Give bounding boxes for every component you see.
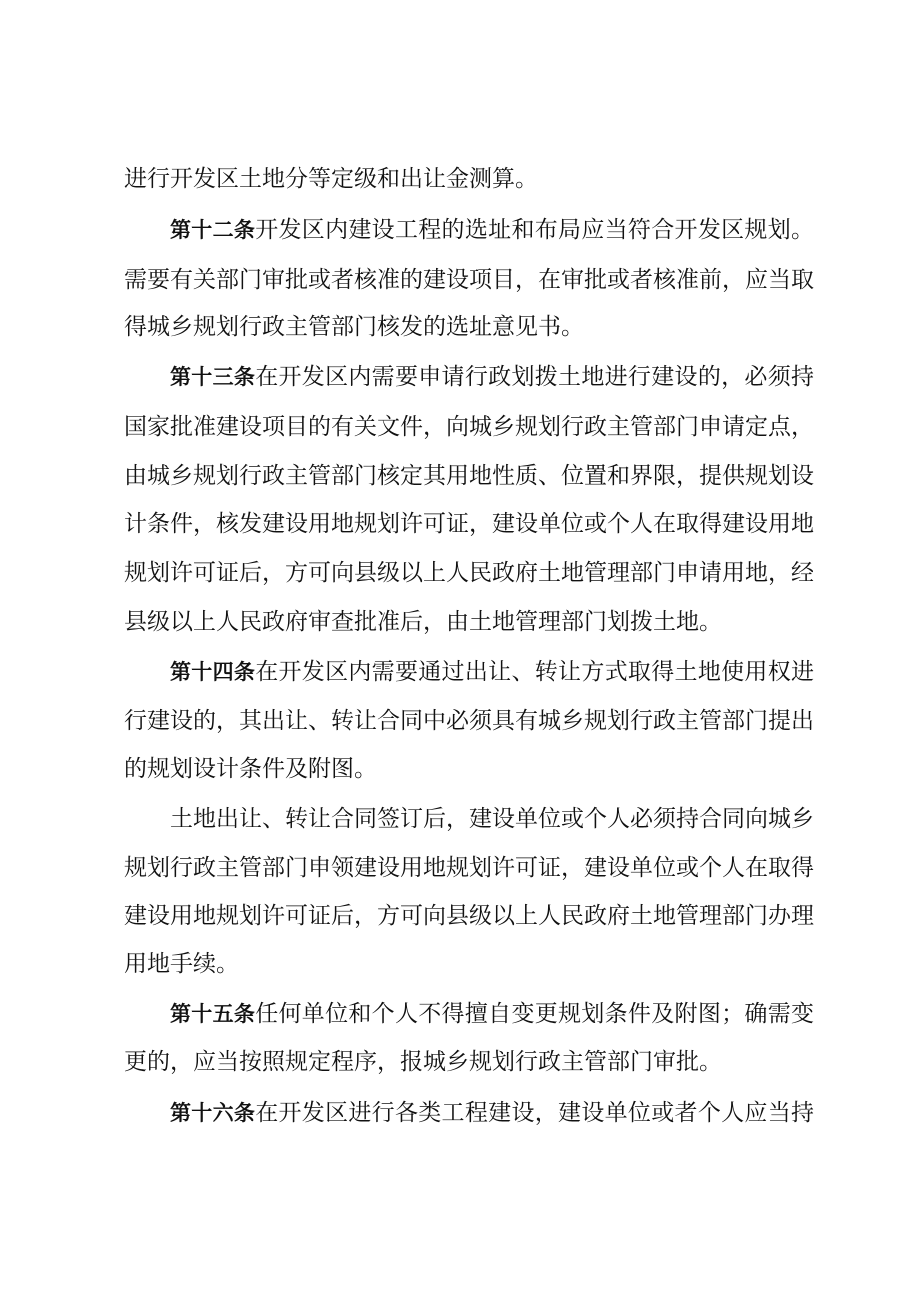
paragraph-text: 规划许可证后，方可向县级以上人民政府土地管理部门申请用地，经 (124, 560, 814, 586)
text-line (124, 157, 814, 201)
article-number: 第十六条 (170, 1101, 256, 1125)
text-line (124, 405, 814, 449)
text-line (124, 1040, 814, 1084)
text-line (124, 894, 814, 938)
paragraph-text: 土地出让、转让合同签订后，建设单位或个人必须持合同向城乡 (170, 806, 814, 832)
text-line (124, 305, 814, 349)
text-line (170, 650, 814, 694)
paragraph-text: 县级以上人民政府审查批准后，由土地管理部门划拨土地。 (124, 609, 722, 635)
paragraph-text: 在开发区内需要通过出让、转让方式取得土地使用权进 (255, 659, 814, 685)
paragraph-text: 由城乡规划行政主管部门核定其用地性质、位置和界限，提供规划设 (124, 463, 814, 489)
paragraph-text: 计条件，核发建设用地规划许可证，建设单位或个人在取得建设用地 (124, 511, 814, 537)
paragraph-text: 任何单位和个人不得擅自变更规划条件及附图；确需变 (255, 1001, 814, 1027)
text-line (124, 942, 814, 986)
article-number: 第十五条 (170, 1002, 256, 1026)
article-number: 第十二条 (170, 218, 256, 242)
paragraph-text: 更的，应当按照规定程序，报城乡规划行政主管部门审批。 (124, 1049, 722, 1075)
text-line (124, 551, 814, 595)
text-line (170, 355, 814, 399)
text-line (124, 258, 814, 302)
paragraph-text: 规划行政主管部门申领建设用地规划许可证，建设单位或个人在取得 (124, 855, 814, 881)
text-line (124, 747, 814, 791)
article-number: 第十四条 (170, 660, 256, 684)
paragraph-text: 的规划设计条件及附图。 (124, 756, 377, 782)
paragraph-text: 国家批准建设项目的有关文件，向城乡规划行政主管部门申请定点， (124, 414, 814, 440)
paragraph-text: 进行开发区土地分等定级和出让金测算。 (124, 166, 538, 192)
paragraph-text: 得城乡规划行政主管部门核发的选址意见书。 (124, 314, 584, 340)
text-line (170, 208, 814, 252)
text-line (170, 1091, 814, 1135)
text-line (124, 699, 814, 743)
paragraph-text: 在开发区内需要申请行政划拨土地进行建设的，必须持 (255, 364, 814, 390)
text-line (124, 502, 814, 546)
paragraph-text: 用地手续。 (124, 951, 239, 977)
text-line (170, 797, 814, 841)
paragraph-text: 行建设的，其出让、转让合同中必须具有城乡规划行政主管部门提出 (124, 708, 814, 734)
text-line (124, 846, 814, 890)
article-number: 第十三条 (170, 365, 256, 389)
paragraph-text: 开发区内建设工程的选址和布局应当符合开发区规划。 (255, 217, 814, 243)
paragraph-text: 建设用地规划许可证后，方可向县级以上人民政府土地管理部门办理 (124, 903, 814, 929)
text-line (124, 600, 814, 644)
paragraph-text: 需要有关部门审批或者核准的建设项目，在审批或者核准前，应当取 (124, 267, 814, 293)
text-line (124, 454, 814, 498)
text-line (170, 992, 814, 1036)
paragraph-text: 在开发区进行各类工程建设，建设单位或者个人应当持 (255, 1100, 814, 1126)
